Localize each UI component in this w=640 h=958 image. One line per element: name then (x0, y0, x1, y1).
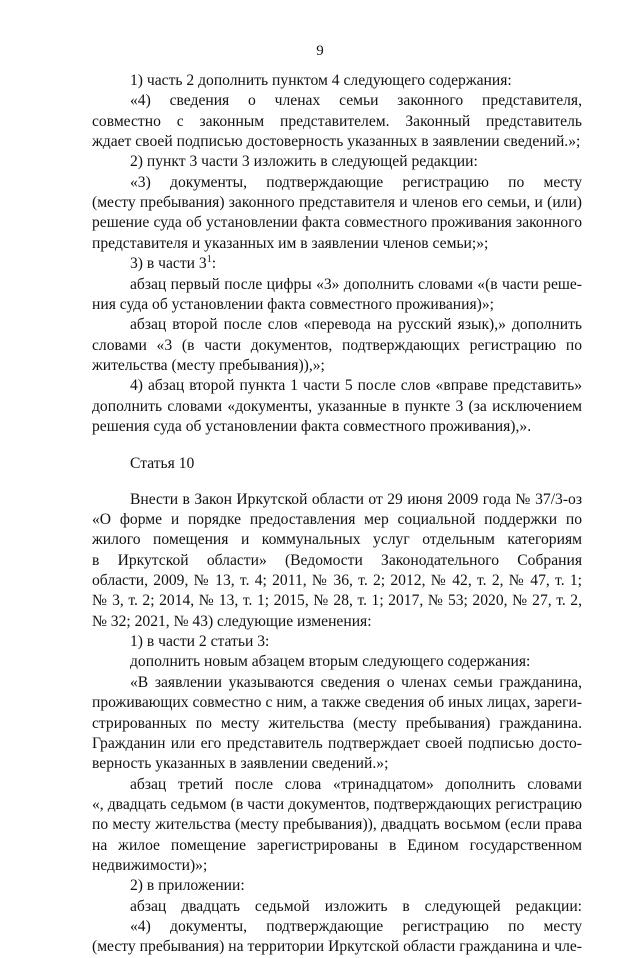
text-line: абзац третий после слова «тринадцатом» дополнить словами (130, 775, 582, 793)
text-line: № 3, т. 2; 2014, № 13, т. 1; 2015, № 28, т. 1; 2017, № 53; 2020, № 27, т. 2, (92, 592, 582, 610)
text-line: (месту пребывания) на территории Иркутской области гражданина и чле- (92, 938, 582, 956)
article-heading: Статья 10 (130, 455, 195, 473)
text-line: 1) в части 2 статьи 3: (130, 633, 270, 651)
superscript: 1 (206, 253, 212, 265)
text-line: «4) сведения о членах семьи законного представителя, (130, 92, 582, 110)
text-line: представителя и указанных им в заявлении членов семьи;»; (92, 234, 489, 252)
text-line: 1) часть 2 дополнить пунктом 4 следующего содержания: (130, 72, 512, 89)
text-line: абзац двадцать седьмой изложить в следующей редакции: (130, 897, 582, 915)
text-line: Гражданин или его представитель подтверждает своей подписью досто- (92, 734, 582, 752)
text-line: Внести в Закон Иркутской области от 29 июня 2009 года № 37/3-оз (130, 490, 582, 508)
text-line: области, 2009, № 13, т. 4; 2011, № 36, т. 2; 2012, № 42, т. 2, № 47, т. 1; (92, 572, 582, 590)
text-line: по месту жительства (месту пребывания)), двадцать восьмом (если права (92, 816, 582, 834)
text-line: на жилое помещение зарегистрированы в Едином государственном (92, 836, 582, 854)
text-line: 4) абзац второй пункта 1 части 5 после слов «вправе представить» (130, 377, 582, 395)
text-line: (месту пребывания) законного представителя и членов его семьи, и (или) (92, 194, 582, 212)
text-line: абзац первый после цифры «3» дополнить словами «(в части реше- (130, 275, 582, 293)
text-line: стрированных по месту жительства (месту пребывания) гражданина. (92, 714, 582, 732)
text-line: решения суда об установлении факта совместного проживания),». (92, 417, 532, 435)
text-line: проживающих совместно с ним, а также сведения об иных лицах, зареги- (92, 694, 582, 712)
text-line: абзац второй после слов «перевода на русский язык),» дополнить (130, 316, 582, 334)
text-line: дополнить новым абзацем вторым следующего содержания: (130, 653, 531, 671)
text-line: «3) документы, подтверждающие регистрацию по месту (130, 173, 582, 191)
text-line (130, 254, 582, 274)
text-line: дополнить словами «документы, указанные в пункте 3 (за исключением (92, 397, 582, 415)
page-number: 9 (316, 43, 324, 59)
text-line: совместно с законным представителем. Законный представитель (92, 112, 582, 130)
text-line: жительства (месту пребывания)),»; (92, 356, 325, 374)
text-line: «4) документы, подтверждающие регистрацию по месту (130, 918, 582, 935)
text-line: 2) в приложении: (130, 877, 245, 895)
text-line: ния суда об установлении факта совместного проживания)»; (92, 295, 494, 313)
text-line: «О форме и порядке предоставления мер социальной поддержки по (92, 511, 582, 528)
item-3-suffix: : (211, 255, 217, 273)
text-line: в Иркутской области» (Ведомости Законодательного Собрания (92, 551, 582, 569)
text-line: решение суда об установлении факта совместного проживания законного (92, 214, 582, 232)
text-line: ждает своей подписью достоверность указанных в заявлении сведений.»; (92, 133, 581, 151)
text-line: 2) пункт 3 части 3 изложить в следующей редакции: (130, 153, 478, 171)
text-line: «В заявлении указываются сведения о членах семьи гражданина, (130, 673, 582, 691)
text-line: жилого помещения и коммунальных услуг отдельным категориям (92, 531, 582, 549)
text-line: «, двадцать седьмом (в части документов, подтверждающих регистрацию (92, 795, 582, 813)
text-line: № 32; 2021, № 43) следующие изменения: (92, 612, 372, 630)
item-3-prefix: 3) в части 3 (130, 255, 207, 273)
text-line: верность указанных в заявлении сведений.»; (92, 755, 389, 773)
text-line: словами «3 (в части документов, подтверждающих регистрацию по (92, 336, 582, 354)
text-line: недвижимости)»; (92, 856, 208, 874)
